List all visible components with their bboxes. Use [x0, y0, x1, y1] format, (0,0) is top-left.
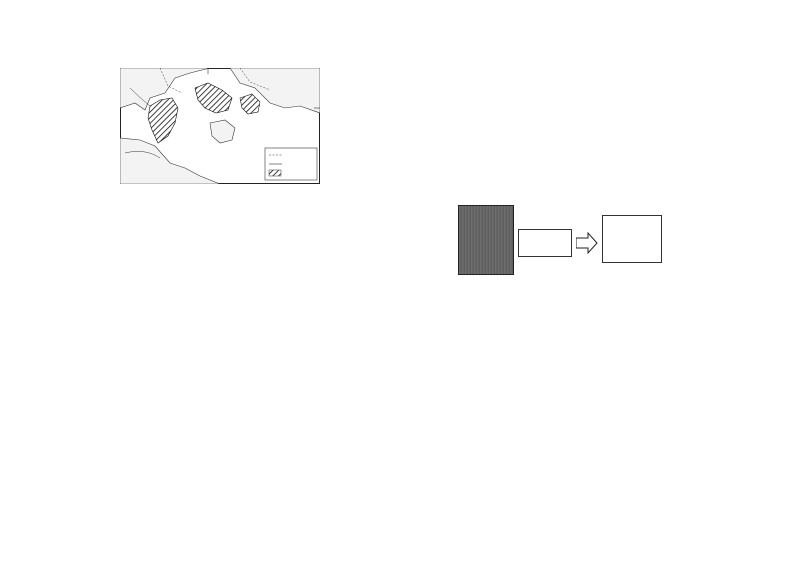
bohai-ice-map [120, 68, 320, 184]
arrow-icon [576, 232, 598, 254]
stage1-box [518, 229, 572, 257]
peat-photo [458, 205, 514, 275]
map-svg [120, 68, 320, 184]
tide-chart [60, 322, 300, 414]
soil-improvement-diagram [458, 205, 683, 283]
tide-chart-svg [60, 322, 300, 414]
stage2-box [602, 215, 662, 263]
